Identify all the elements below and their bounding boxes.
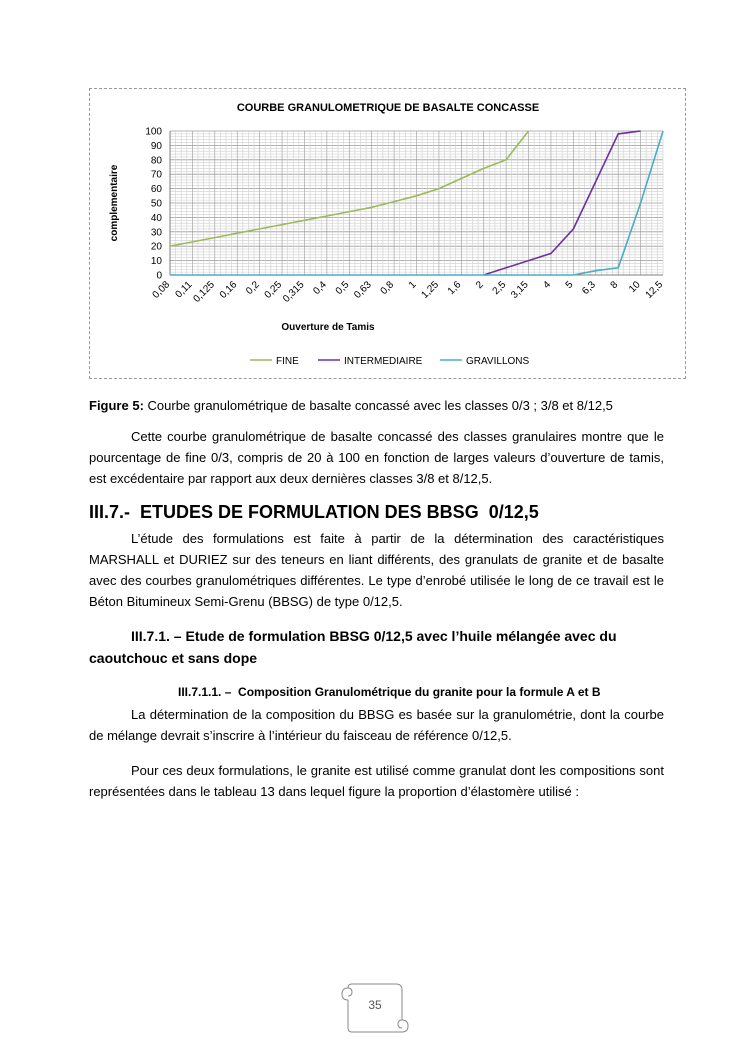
x-tick-label: 8	[608, 279, 621, 292]
x-tick-label: 2	[474, 279, 486, 292]
figure-caption	[89, 395, 664, 416]
x-tick-label: 0,08	[150, 279, 173, 301]
paragraph-2	[89, 528, 664, 612]
paragraph-4	[89, 760, 664, 802]
y-tick-label: 40	[150, 212, 162, 224]
y-tick-label: 60	[150, 184, 162, 196]
x-tick-label: 6,3	[580, 279, 598, 297]
x-tick-label: 3,15	[509, 279, 531, 301]
page-number: 35	[368, 998, 382, 1012]
x-tick-label: 10	[627, 279, 643, 295]
subsubsection-heading: III.7.1.1. – Composition Granulométrique du granite pour la formule A et B	[178, 685, 601, 699]
x-tick-label: 1,25	[419, 279, 442, 301]
x-tick-label: 2,5	[490, 279, 509, 297]
x-tick-label: 0,25	[262, 279, 285, 301]
y-tick-label: 30	[150, 227, 162, 239]
paragraph-3	[89, 704, 664, 746]
x-tick-label: 0,4	[311, 279, 329, 297]
x-tick-label: 0,2	[244, 279, 262, 297]
y-tick-label: 20	[150, 241, 162, 253]
y-tick-label: 10	[150, 256, 162, 268]
subsection-heading	[89, 625, 664, 669]
y-tick-label: 100	[145, 126, 162, 138]
x-tick-label: 4	[541, 279, 554, 292]
paragraph-4-text: Pour ces deux formulations, le granite est utilisé comme granulat dont les compositions sont représentées dans le tableau 13 dans lequel figure la proportion d’élastomère utilisé :	[89, 763, 664, 799]
figure-caption-label: Figure 5:	[89, 398, 144, 413]
legend-label-fine: FINE	[276, 356, 299, 367]
x-tick-label: 0,63	[352, 279, 374, 301]
x-tick-label: 5	[563, 279, 576, 292]
x-tick-label: 0,125	[191, 279, 217, 305]
granulometric-chart	[90, 89, 687, 380]
paragraph-1	[89, 426, 664, 489]
y-tick-label: 0	[156, 270, 162, 282]
figure-caption-text: Courbe granulométrique de basalte concassé avec les classes 0/3 ; 3/8 et 8/12,5	[143, 398, 613, 413]
x-axis-title: Ouverture de Tamis	[281, 322, 375, 333]
section-heading: III.7.- ETUDES DE FORMULATION DES BBSG 0/12,5	[89, 502, 539, 522]
chart-title: COURBE GRANULOMETRIQUE DE BASALTE CONCASSE	[236, 102, 540, 114]
paragraph-1-text: Cette courbe granulométrique de basalte concassé des classes granulaires montre que le pourcentage de fine 0/3, compris de 20 à 100 en fonction de larges valeurs d’ouverture de tamis, est excédentaire par rapport aux deux dernières classes 3/8 et 8/12,5.	[89, 429, 664, 486]
legend-label-intermediaire: INTERMEDIAIRE	[344, 356, 423, 367]
paragraph-2-text: L’étude des formulations est faite à partir de la détermination des caractéristiques MARSHALL et DURIEZ sur des teneurs en liant différents, des granulats de granite et de basalte avec des courbes granulométriques différentes. Le type d’enrobé utilisée le long de ce travail est le Béton Bitumineux Semi-Grenu (BBSG) de type 0/12,5.	[89, 531, 664, 609]
legend-label-gravillons: GRAVILLONS	[466, 356, 530, 367]
x-tick-label: 0,8	[378, 279, 397, 297]
x-tick-label: 0,16	[217, 279, 240, 301]
x-tick-label: 12,5	[643, 279, 666, 301]
y-tick-label: 70	[150, 169, 162, 181]
x-tick-label: 0,315	[281, 279, 307, 305]
chart-frame	[89, 88, 686, 379]
x-tick-label: 0,5	[333, 279, 352, 297]
x-tick-label: 1,6	[445, 279, 464, 297]
subsection-heading-text: III.7.1. – Etude de formulation BBSG 0/12,5 avec l’huile mélangée avec du caoutchouc et sans dope	[89, 628, 617, 666]
y-tick-label: 80	[150, 155, 162, 167]
x-tick-label: 0,11	[173, 279, 195, 301]
x-tick-label: 1	[406, 279, 419, 292]
y-tick-label: 50	[150, 198, 162, 210]
paragraph-3-text: La détermination de la composition du BBSG es basée sur la granulométrie, dont la courbe de mélange devrait s’inscrire à l’intérieur du faisceau de référence 0/12,5.	[89, 707, 664, 743]
y-axis-title: complementaire	[109, 164, 120, 242]
y-tick-label: 90	[150, 140, 162, 152]
